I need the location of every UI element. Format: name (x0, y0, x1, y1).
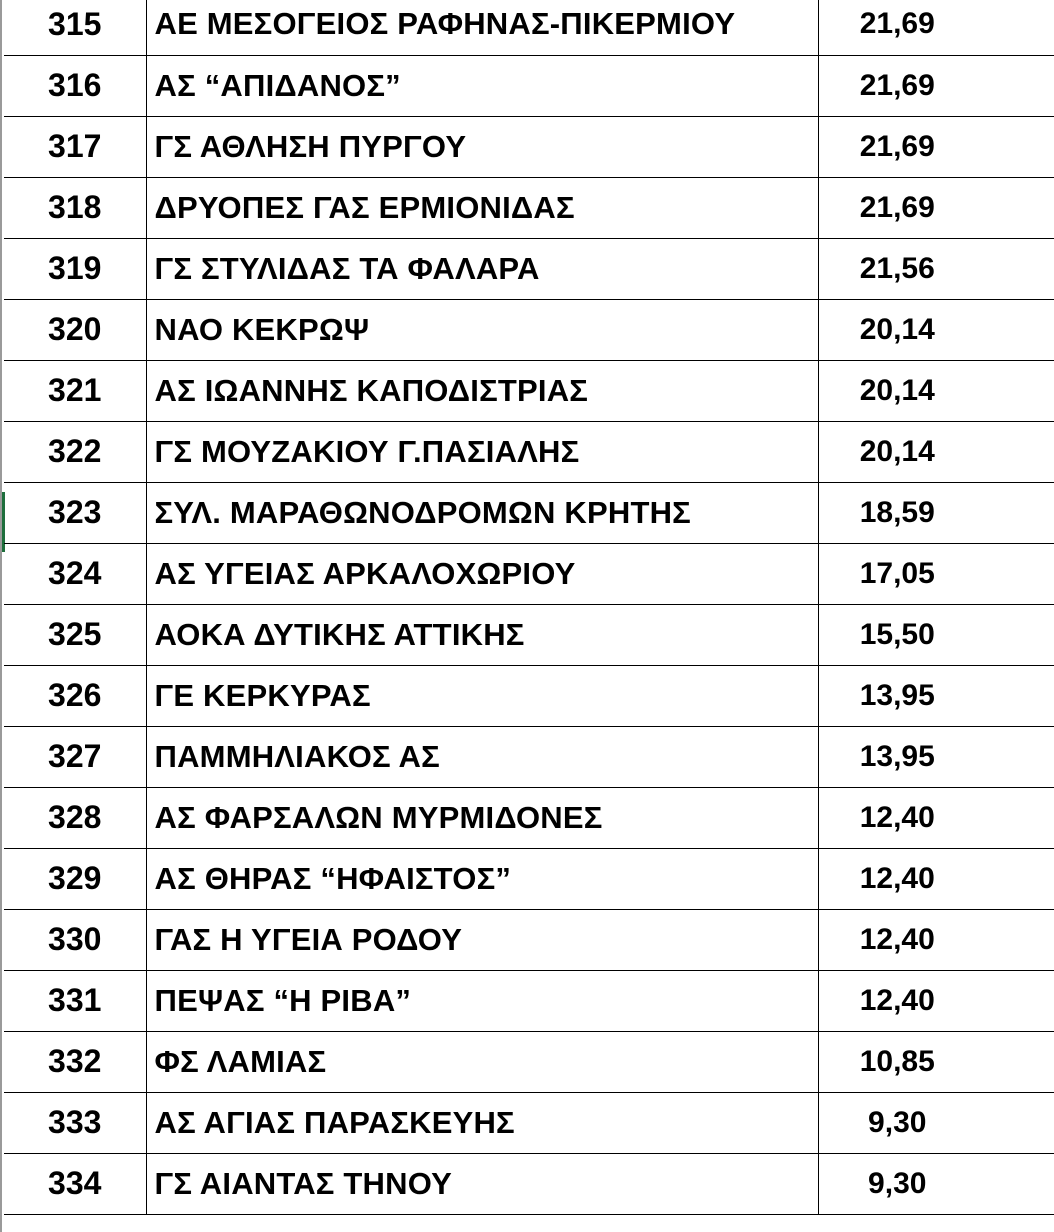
score-cell[interactable]: 21,69 (818, 0, 1054, 55)
rank-cell[interactable]: 320 (4, 299, 146, 360)
table-row[interactable] (4, 787, 1054, 848)
club-name-cell[interactable]: ΑΟΚΑ ΔΥΤΙΚΗΣ ΑΤΤΙΚΗΣ (146, 604, 818, 665)
rank-cell[interactable]: 331 (4, 970, 146, 1031)
score-cell[interactable]: 15,50 (818, 604, 1054, 665)
club-name-cell[interactable]: ΑΣ “ΑΠΙΔΑΝΟΣ” (146, 55, 818, 116)
ranking-table-body (4, 0, 1054, 1214)
score-cell[interactable]: 21,56 (818, 238, 1054, 299)
score-cell[interactable]: 21,69 (818, 116, 1054, 177)
rank-cell[interactable]: 330 (4, 909, 146, 970)
score-cell[interactable]: 20,14 (818, 421, 1054, 482)
club-name-cell[interactable]: ΣΥΛ. ΜΑΡΑΘΩΝΟΔΡΟΜΩΝ ΚΡΗΤΗΣ (146, 482, 818, 543)
club-name-cell[interactable]: ΑΣ ΥΓΕΙΑΣ ΑΡΚΑΛΟΧΩΡΙΟΥ (146, 543, 818, 604)
club-name-cell[interactable]: ΑΕ ΜΕΣΟΓΕΙΟΣ ΡΑΦΗΝΑΣ-ΠΙΚΕΡΜΙΟΥ (146, 0, 818, 55)
rank-cell[interactable]: 334 (4, 1153, 146, 1214)
club-name-cell[interactable]: ΓΣ ΜΟΥΖΑΚΙΟΥ Γ.ΠΑΣΙΑΛΗΣ (146, 421, 818, 482)
club-name-cell[interactable]: ΦΣ ΛΑΜΙΑΣ (146, 1031, 818, 1092)
table-row[interactable] (4, 665, 1054, 726)
score-cell[interactable]: 21,69 (818, 177, 1054, 238)
club-name-cell[interactable]: ΓΣ ΑΘΛΗΣΗ ΠΥΡΓΟΥ (146, 116, 818, 177)
table-row[interactable] (4, 1031, 1054, 1092)
score-cell[interactable]: 9,30 (818, 1092, 1054, 1153)
rank-cell[interactable]: 326 (4, 665, 146, 726)
score-cell[interactable]: 9,30 (818, 1153, 1054, 1214)
score-cell[interactable]: 12,40 (818, 909, 1054, 970)
club-name-cell[interactable]: ΑΣ ΑΓΙΑΣ ΠΑΡΑΣΚΕΥΗΣ (146, 1092, 818, 1153)
table-row[interactable] (4, 482, 1054, 543)
table-row[interactable] (4, 543, 1054, 604)
table-row[interactable] (4, 238, 1054, 299)
score-cell[interactable]: 21,69 (818, 55, 1054, 116)
rank-cell[interactable]: 319 (4, 238, 146, 299)
rank-cell[interactable]: 322 (4, 421, 146, 482)
rank-cell[interactable]: 321 (4, 360, 146, 421)
table-row[interactable] (4, 909, 1054, 970)
rank-cell[interactable]: 317 (4, 116, 146, 177)
club-name-cell[interactable]: ΠΕΨΑΣ “Η ΡΙΒΑ” (146, 970, 818, 1031)
table-row[interactable] (4, 1092, 1054, 1153)
rank-cell[interactable]: 325 (4, 604, 146, 665)
club-name-cell[interactable]: ΝΑΟ ΚΕΚΡΩΨ (146, 299, 818, 360)
rank-cell[interactable]: 324 (4, 543, 146, 604)
club-name-cell[interactable]: ΑΣ ΘΗΡΑΣ “ΗΦΑΙΣΤΟΣ” (146, 848, 818, 909)
table-row[interactable] (4, 299, 1054, 360)
table-row[interactable] (4, 360, 1054, 421)
rank-cell[interactable]: 318 (4, 177, 146, 238)
score-cell[interactable]: 12,40 (818, 970, 1054, 1031)
score-cell[interactable]: 20,14 (818, 299, 1054, 360)
club-name-cell[interactable]: ΓΕ ΚΕΡΚΥΡΑΣ (146, 665, 818, 726)
club-name-cell[interactable]: ΓΣ ΣΤΥΛΙΔΑΣ ΤΑ ΦΑΛΑΡΑ (146, 238, 818, 299)
club-name-cell[interactable]: ΓΑΣ Η ΥΓΕΙΑ ΡΟΔΟΥ (146, 909, 818, 970)
club-name-cell[interactable]: ΔΡΥΟΠΕΣ ΓΑΣ ΕΡΜΙΟΝΙΔΑΣ (146, 177, 818, 238)
table-row[interactable] (4, 604, 1054, 665)
table-row[interactable] (4, 848, 1054, 909)
rank-cell[interactable]: 316 (4, 55, 146, 116)
table-row[interactable] (4, 177, 1054, 238)
ranking-table (4, 0, 1054, 1215)
table-row[interactable] (4, 421, 1054, 482)
score-cell[interactable]: 17,05 (818, 543, 1054, 604)
rank-cell[interactable]: 327 (4, 726, 146, 787)
score-cell[interactable]: 18,59 (818, 482, 1054, 543)
rank-cell[interactable]: 329 (4, 848, 146, 909)
rank-cell[interactable]: 332 (4, 1031, 146, 1092)
score-cell[interactable]: 12,40 (818, 787, 1054, 848)
score-cell[interactable]: 12,40 (818, 848, 1054, 909)
score-cell[interactable]: 13,95 (818, 726, 1054, 787)
rank-cell[interactable]: 323 (4, 482, 146, 543)
rank-cell[interactable]: 315 (4, 0, 146, 55)
table-row[interactable] (4, 970, 1054, 1031)
score-cell[interactable]: 20,14 (818, 360, 1054, 421)
table-row[interactable] (4, 726, 1054, 787)
table-row[interactable] (4, 116, 1054, 177)
table-row[interactable] (4, 0, 1054, 55)
rank-cell[interactable]: 333 (4, 1092, 146, 1153)
club-name-cell[interactable]: ΑΣ ΙΩΑΝΝΗΣ ΚΑΠΟΔΙΣΤΡΙΑΣ (146, 360, 818, 421)
table-row[interactable] (4, 1153, 1054, 1214)
club-name-cell[interactable]: ΠΑΜΜΗΛΙΑΚΟΣ ΑΣ (146, 726, 818, 787)
club-name-cell[interactable]: ΑΣ ΦΑΡΣΑΛΩΝ ΜΥΡΜΙΔΟΝΕΣ (146, 787, 818, 848)
score-cell[interactable]: 13,95 (818, 665, 1054, 726)
club-name-cell[interactable]: ΓΣ ΑΙΑΝΤΑΣ ΤΗΝΟΥ (146, 1153, 818, 1214)
table-row[interactable] (4, 55, 1054, 116)
score-cell[interactable]: 10,85 (818, 1031, 1054, 1092)
rank-cell[interactable]: 328 (4, 787, 146, 848)
